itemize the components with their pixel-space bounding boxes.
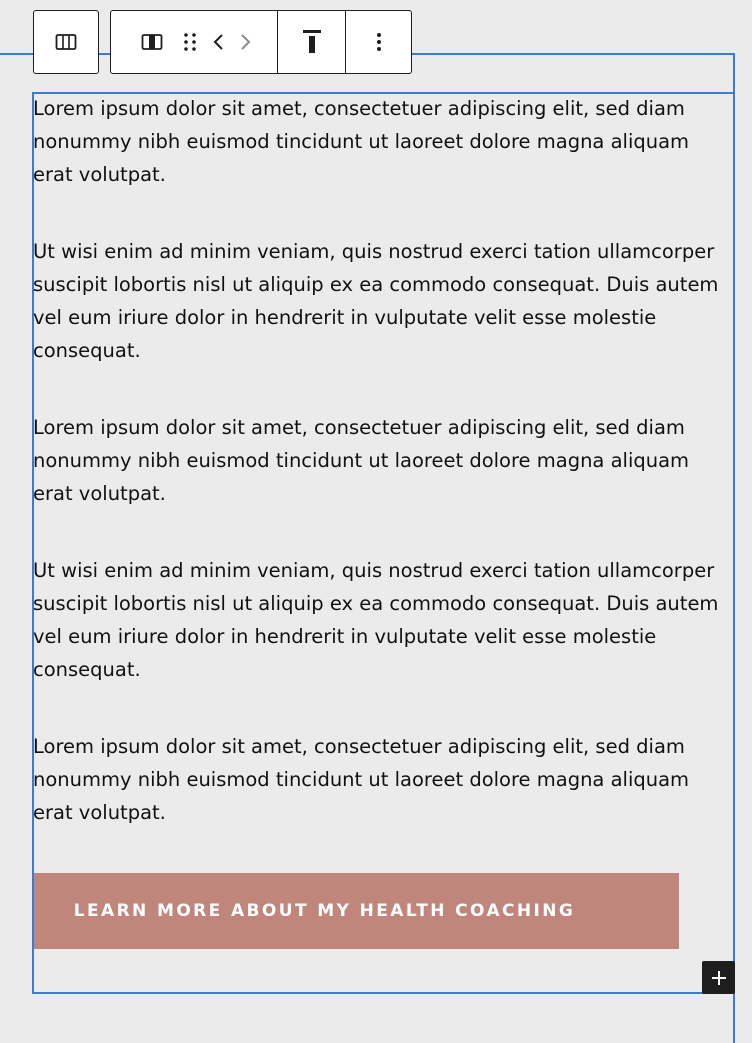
vertical-align-button[interactable] [277, 11, 345, 73]
paragraph[interactable]: Lorem ipsum dolor sit amet, consectetuer adipiscing elit, sed diam nonummy nibh euismod tincidunt ut laoreet dolore magna aliquam erat volutpat. [33, 97, 690, 186]
block-type-button[interactable] [130, 11, 174, 73]
paragraph[interactable]: Ut wisi enim ad minim veniam, quis nostrud exerci tation ullamcorper suscipit lobortis nisl ut aliquip ex ea commodo consequat. Duis autem vel eum iriure dolor in hendrerit in vulputate velit esse molestie consequat. [33, 240, 719, 362]
parent-block-toolbar [33, 10, 99, 74]
block-options-button[interactable] [345, 11, 411, 73]
vertical-align-top-icon [300, 28, 324, 56]
paragraph[interactable]: Lorem ipsum dolor sit amet, consectetuer adipiscing elit, sed diam nonummy nibh euismod tincidunt ut laoreet dolore magna aliquam erat volutpat. [33, 416, 690, 505]
column-block-icon [140, 30, 164, 54]
column-content [33, 92, 733, 829]
learn-more-button[interactable]: LEARN MORE ABOUT MY HEALTH COACHING [34, 873, 679, 949]
columns-icon [54, 30, 78, 54]
plus-icon [710, 969, 728, 987]
paragraph[interactable]: Lorem ipsum dolor sit amet, consectetuer adipiscing elit, sed diam nonummy nibh euismod tincidunt ut laoreet dolore magna aliquam erat volutpat. [33, 735, 690, 824]
drag-handle-icon [181, 30, 199, 54]
move-right-button[interactable] [232, 11, 258, 73]
block-toolbar [110, 10, 412, 74]
drag-handle[interactable] [174, 11, 206, 73]
block-mover-group [111, 11, 277, 73]
paragraph[interactable]: Ut wisi enim ad minim veniam, quis nostrud exerci tation ullamcorper suscipit lobortis nisl ut aliquip ex ea commodo consequat. Duis autem vel eum iriure dolor in hendrerit in vulputate velit esse molestie consequat. [33, 559, 719, 681]
add-block-button[interactable] [702, 961, 735, 994]
chevron-right-icon [238, 31, 252, 53]
chevron-left-icon [212, 31, 226, 53]
select-parent-button[interactable] [34, 11, 98, 73]
move-left-button[interactable] [206, 11, 232, 73]
more-vertical-icon [375, 30, 383, 54]
